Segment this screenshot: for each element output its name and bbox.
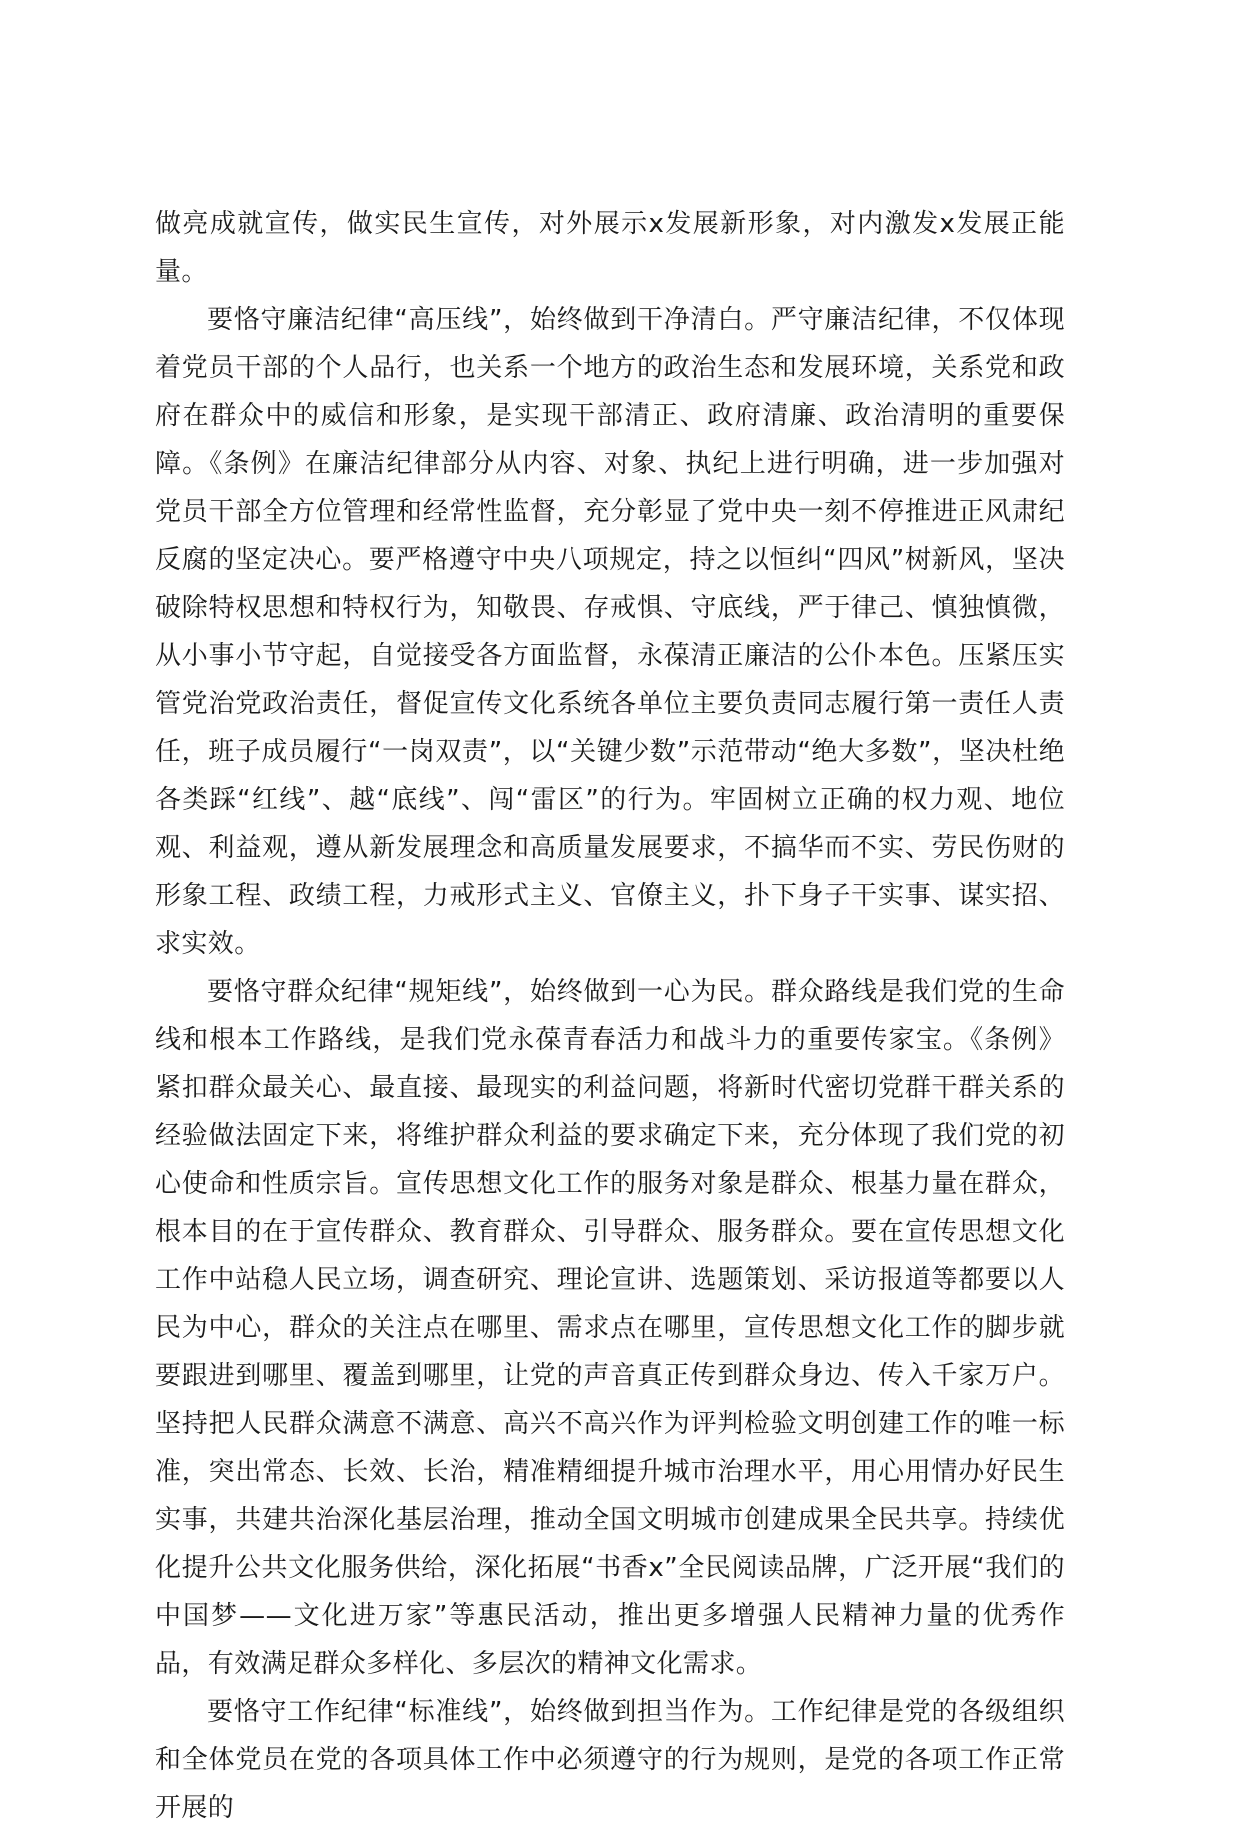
document-body (155, 200, 1065, 1832)
paragraph-integrity-discipline: 要恪守廉洁纪律“高压线”，始终做到干净清白。严守廉洁纪律，不仅体现着党员干部的个人品行，也关系一个地方的政治生态和发展环境，关系党和政府在群众中的威信和形象，是实现干部清正、政府清廉、政治清明的重要保障。《条例》在廉洁纪律部分从内容、对象、执纪上进行明确，进一步加强对党员干部全方位管理和经常性监督，充分彰显了党中央一刻不停推进正风肃纪反腐的坚定决心。要严格遵守中央八项规定，持之以恒纠“四风”树新风，坚决破除特权思想和特权行为，知敬畏、存戒惧、守底线，严于律己、慎独慎微，从小事小节守起，自觉接受各方面监督，永葆清正廉洁的公仆本色。压紧压实管党治党政治责任，督促宣传文化系统各单位主要负责同志履行第一责任人责任，班子成员履行“一岗双责”，以“关键少数”示范带动“绝大多数”，坚决杜绝各类踩“红线”、越“底线”、闯“雷区”的行为。牢固树立正确的权力观、地位观、利益观，遵从新发展理念和高质量发展要求，不搞华而不实、劳民伤财的形象工程、政绩工程，力戒形式主义、官僚主义，扑下身子干实事、谋实招、求实效。 (155, 305, 1065, 959)
paragraph-mass-discipline: 要恪守群众纪律“规矩线”，始终做到一心为民。群众路线是我们党的生命线和根本工作路线，是我们党永葆青春活力和战斗力的重要传家宝。《条例》紧扣群众最关心、最直接、最现实的利益问题，将新时代密切党群干群关系的经验做法固定下来，将维护群众利益的要求确定下来，充分体现了我们党的初心使命和性质宗旨。宣传思想文化工作的服务对象是群众、根基力量在群众，根本目的在于宣传群众、教育群众、引导群众、服务群众。要在宣传思想文化工作中站稳人民立场，调查研究、理论宣讲、选题策划、采访报道等都要以人民为中心，群众的关注点在哪里、需求点在哪里，宣传思想文化工作的脚步就要跟进到哪里、覆盖到哪里，让党的声音真正传到群众身边、传入千家万户。坚持把人民群众满意不满意、高兴不高兴作为评判检验文明创建工作的唯一标准，突出常态、长效、长治，精准精细提升城市治理水平，用心用情办好民生实事，共建共治深化基层治理，推动全国文明城市创建成果全民共享。持续优化提升公共文化服务供给，深化拓展“书香x”全民阅读品牌，广泛开展“我们的中国梦——文化进万家”等惠民活动，推出更多增强人民精神力量的优秀作品，有效满足群众多样化、多层次的精神文化需求。 (155, 977, 1065, 1679)
paragraph-work-discipline: 要恪守工作纪律“标准线”，始终做到担当作为。工作纪律是党的各级组织和全体党员在党的各项具体工作中必须遵守的行为规则，是党的各项工作正常开展的 (155, 1697, 1065, 1823)
paragraph-continuation: 做亮成就宣传，做实民生宣传，对外展示x发展新形象，对内激发x发展正能量。 (155, 209, 1065, 287)
